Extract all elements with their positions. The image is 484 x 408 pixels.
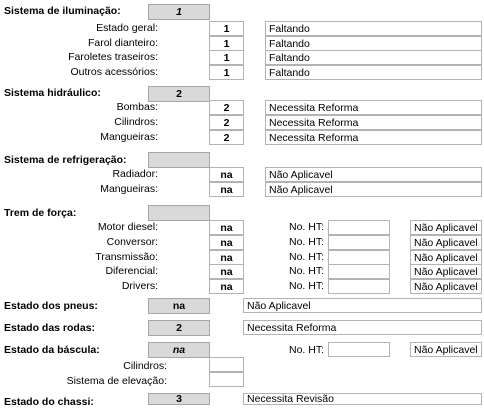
rating-field[interactable]: na [209,220,244,235]
status-field[interactable]: Faltando [265,50,482,65]
refrigeracao-overall-field[interactable] [148,152,210,168]
rating-field[interactable]: 2 [209,100,244,115]
ht-number-field[interactable] [328,342,390,357]
rating-field[interactable]: na [209,250,244,265]
section-hidraulico-title: Sistema hidráulico: [4,87,101,99]
status-field[interactable]: Necessita Reforma [243,320,482,335]
status-field[interactable]: Faltando [265,65,482,80]
row-label: Drivers: [121,280,158,292]
row-label: Outros acessórios: [70,66,158,78]
row-label: Cilindros: [123,360,167,372]
chassi-overall-field[interactable]: 3 [148,393,210,405]
rating-field[interactable]: na [209,182,244,197]
status-field[interactable]: Não Aplicavel [243,298,482,313]
rating-field[interactable]: na [209,235,244,250]
status-field[interactable]: Faltando [265,36,482,51]
row-label: Farol dianteiro: [87,37,158,49]
status-field[interactable]: Não Aplicavel [410,235,482,250]
status-field[interactable]: Não Aplicavel [410,220,482,235]
status-field[interactable]: Necessita Reforma [265,100,482,115]
rodas-overall-field[interactable]: 2 [148,320,210,336]
status-field[interactable]: Não Aplicavel [410,279,482,294]
rating-field[interactable]: na [209,167,244,182]
status-field[interactable]: Faltando [265,21,482,36]
status-field[interactable]: Não Aplicavel [410,250,482,265]
rating-field[interactable]: na [209,264,244,279]
section-iluminacao-title: Sistema de iluminação: [4,5,121,17]
section-chassi-title: Estado do chassi: [4,396,94,408]
section-rodas-title: Estado das rodas: [4,322,96,334]
rating-field[interactable]: 1 [209,36,244,51]
row-label: Motor diesel: [97,221,158,233]
rating-field[interactable]: na [209,279,244,294]
ht-label: No. HT: [288,251,324,263]
ht-label: No. HT: [288,344,324,356]
section-forca-title: Trem de força: [4,207,77,219]
section-bascula-title: Estado da báscula: [4,344,100,356]
status-field[interactable]: Não Aplicavel [410,264,482,279]
row-label: Transmissão: [95,251,158,263]
row-label: Radiador: [112,168,158,180]
status-field[interactable]: Necessita Revisão [243,393,482,405]
row-label: Sistema de elevação: [66,375,167,387]
status-field[interactable]: Não Aplicavel [410,342,482,357]
section-refrigeracao-title: Sistema de refrigeração: [4,154,127,166]
rating-field[interactable]: 1 [209,50,244,65]
row-label: Mangueiras: [100,183,158,195]
status-field[interactable]: Necessita Reforma [265,130,482,145]
ht-label: No. HT: [288,280,324,292]
ht-label: No. HT: [288,221,324,233]
status-field[interactable]: Não Aplicavel [265,167,482,182]
hidraulico-overall-field[interactable]: 2 [148,86,210,102]
row-label: Conversor: [106,236,158,248]
rating-field[interactable]: 1 [209,65,244,80]
row-label: Bombas: [116,101,158,113]
rating-field[interactable]: 1 [209,21,244,36]
ht-number-field[interactable] [328,235,390,250]
ht-number-field[interactable] [328,220,390,235]
pneus-overall-field[interactable]: na [148,298,210,314]
ht-number-field[interactable] [328,264,390,279]
ht-number-field[interactable] [328,279,390,294]
iluminacao-overall-field[interactable]: 1 [148,4,210,20]
bascula-overall-field[interactable]: na [148,342,210,358]
forca-overall-field[interactable] [148,205,210,221]
status-field[interactable]: Necessita Reforma [265,115,482,130]
rating-field[interactable]: 2 [209,115,244,130]
rating-field[interactable] [209,357,244,372]
status-field[interactable]: Não Aplicavel [265,182,482,197]
ht-label: No. HT: [288,265,324,277]
row-label: Diferencial: [105,265,158,277]
section-pneus-title: Estado dos pneus: [4,300,98,312]
rating-field[interactable]: 2 [209,130,244,145]
ht-number-field[interactable] [328,250,390,265]
ht-label: No. HT: [288,236,324,248]
row-label: Estado geral: [96,22,158,34]
row-label: Faroletes traseiros: [68,51,158,63]
row-label: Mangueiras: [100,131,158,143]
rating-field[interactable] [209,372,244,387]
row-label: Cilindros: [114,116,158,128]
